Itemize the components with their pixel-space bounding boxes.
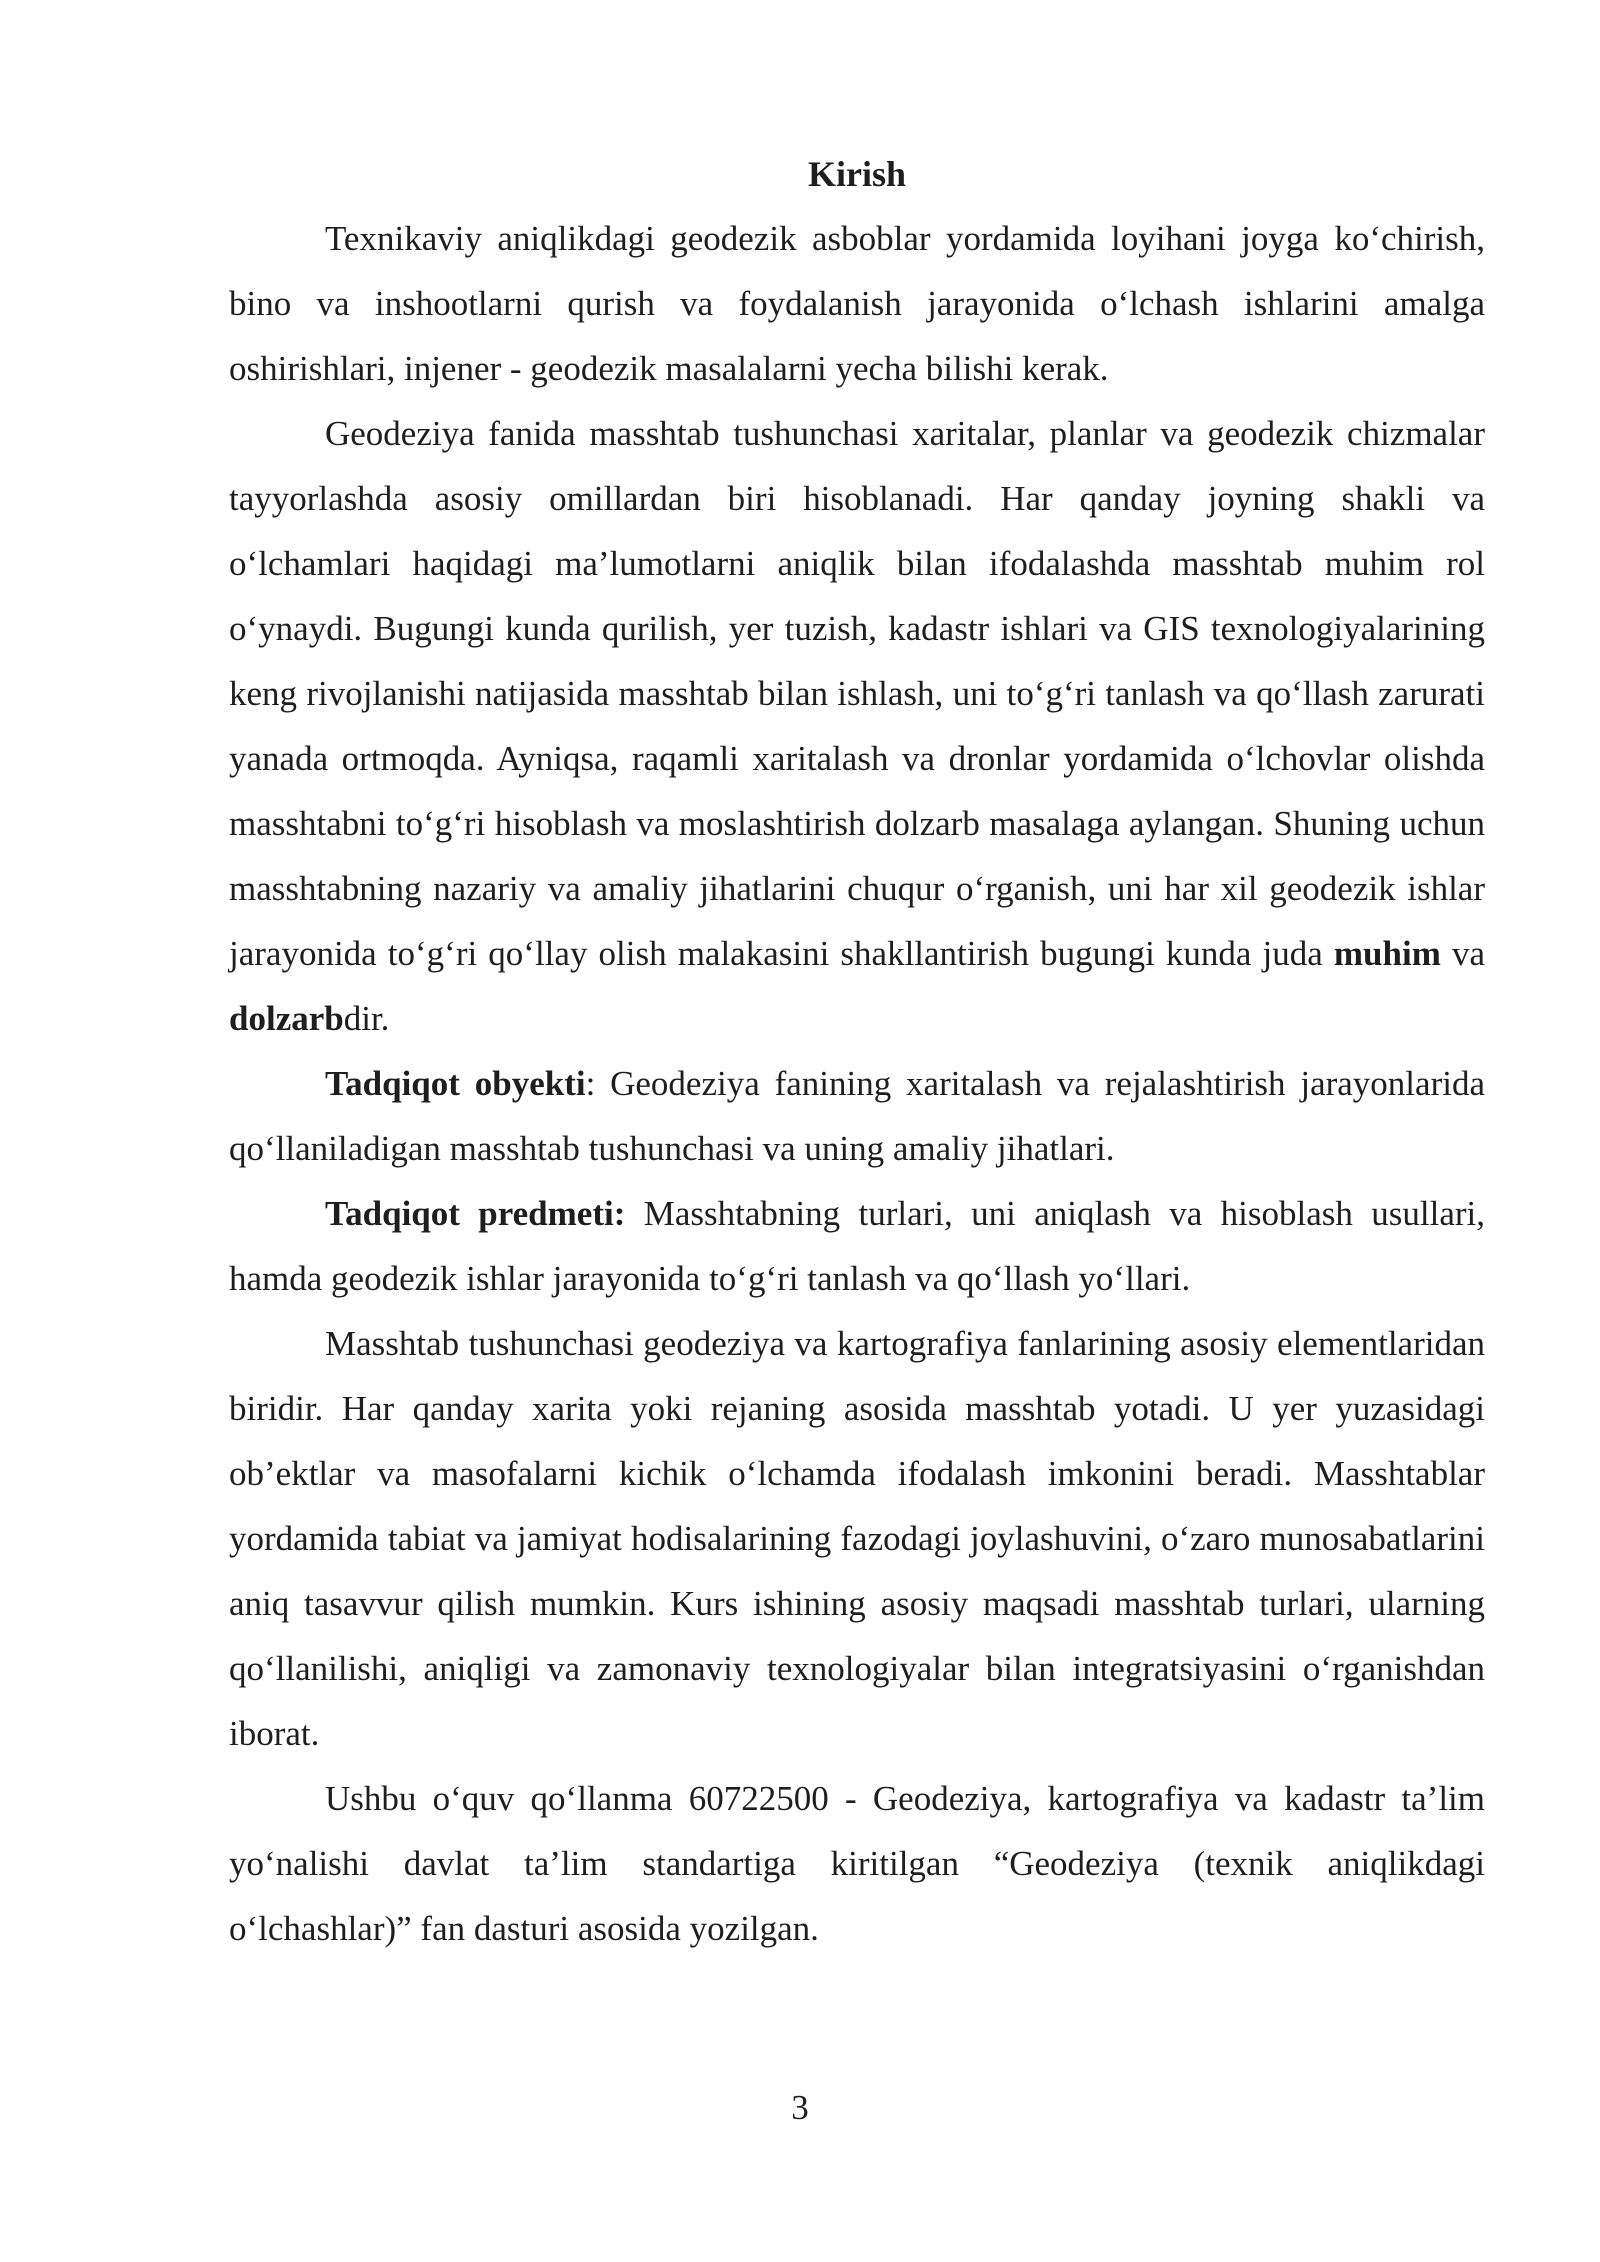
paragraph-research-object xyxy=(229,1051,1485,1181)
page-number: 3 xyxy=(791,2088,809,2127)
research-subject-text: Masshtabning turlari, uni aniqlash va hisoblash usullari, hamda geodezik ishlar jarayonida to‘g‘ri tanlash va qo‘llash yo‘llari. xyxy=(229,1194,1485,1298)
paragraph-intro: Texnikaviy aniqlikdagi geodezik asboblar yordamida loyihani joyga ko‘chirish, bino va inshootlarni qurish va foydalanish jarayonida o‘lchash ishlarini amalga oshirishlari, injener - geodezik masalalarni yecha bilishi kerak. xyxy=(229,219,1485,388)
bold-term-muhim: muhim xyxy=(1333,934,1441,973)
bold-term-dolzarb: dolzarb xyxy=(229,999,344,1038)
research-object-text: : Geodeziya fanining xaritalash va rejalashtirish jarayonlarida qo‘llaniladigan masshtab tushunchasi va uning amaliy jihatlari. xyxy=(229,1064,1485,1168)
paragraph-text: Geodeziya fanida masshtab tushunchasi xaritalar, planlar va geodezik chizmalar tayyorlashda asosiy omillardan biri hisoblanadi. Har qanday joyning shakli va o‘lchamlari haqidagi ma’lumotlarni aniqlik bilan ifodalashda masshtab muhim rol o‘ynaydi. Bugungi kunda qurilish, yer tuzish, kadastr ishlari va GIS texnologiyalarining keng rivojlanishi natijasida masshtab bilan ishlash, uni to‘g‘ri tanlash va qo‘llash zarurati yanada ortmoqda. Ayniqsa, raqamli xaritalash va dronlar yordamida o‘lchovlar olishda masshtabni to‘g‘ri hisoblash va moslashtirish dolzarb masalaga aylangan. Shuning uchun masshtabning nazariy va amaliy jihatlarini chuqur o‘rganish, uni har xil geodezik ishlar jarayonida to‘g‘ri qo‘llay olish malakasini shakllantirish bugungi kunda juda xyxy=(229,414,1485,973)
research-subject-label: Tadqiqot predmeti: xyxy=(325,1194,626,1233)
section-title: Kirish xyxy=(807,154,906,194)
page-content xyxy=(229,146,1485,1961)
paragraph-manual-info: Ushbu o‘quv qo‘llanma 60722500 - Geodeziya, kartografiya va kadastr ta’lim yo‘nalishi davlat ta’lim standartiga kiritilgan “Geodeziya (texnik aniqlikdagi o‘lchashlar)” fan dasturi asosida yozilgan. xyxy=(229,1779,1485,1948)
research-object-label: Tadqiqot obyekti xyxy=(325,1064,586,1103)
paragraph-scale-importance xyxy=(229,401,1485,1051)
paragraph-scale-concept: Masshtab tushunchasi geodeziya va kartografiya fanlarining asosiy elementlaridan biridir. Har qanday xarita yoki rejaning asosida masshtab yotadi. U yer yuzasidagi ob’ektlar va masofalarni kichik o‘lchamda ifodalash imkonini beradi. Masshtablar yordamida tabiat va jamiyat hodisalarining fazodagi joylashuvini, o‘zaro munosabatlarini aniq tasavvur qilish mumkin. Kurs ishining asosiy maqsadi masshtab turlari, ularning qo‘llanilishi, aniqligi va zamonaviy texnologiyalar bilan integratsiyasini o‘rganishdan iborat. xyxy=(229,1324,1485,1753)
paragraph-text: dir. xyxy=(343,999,390,1038)
paragraph-text: va xyxy=(1440,934,1485,973)
paragraph-research-subject xyxy=(229,1181,1485,1311)
